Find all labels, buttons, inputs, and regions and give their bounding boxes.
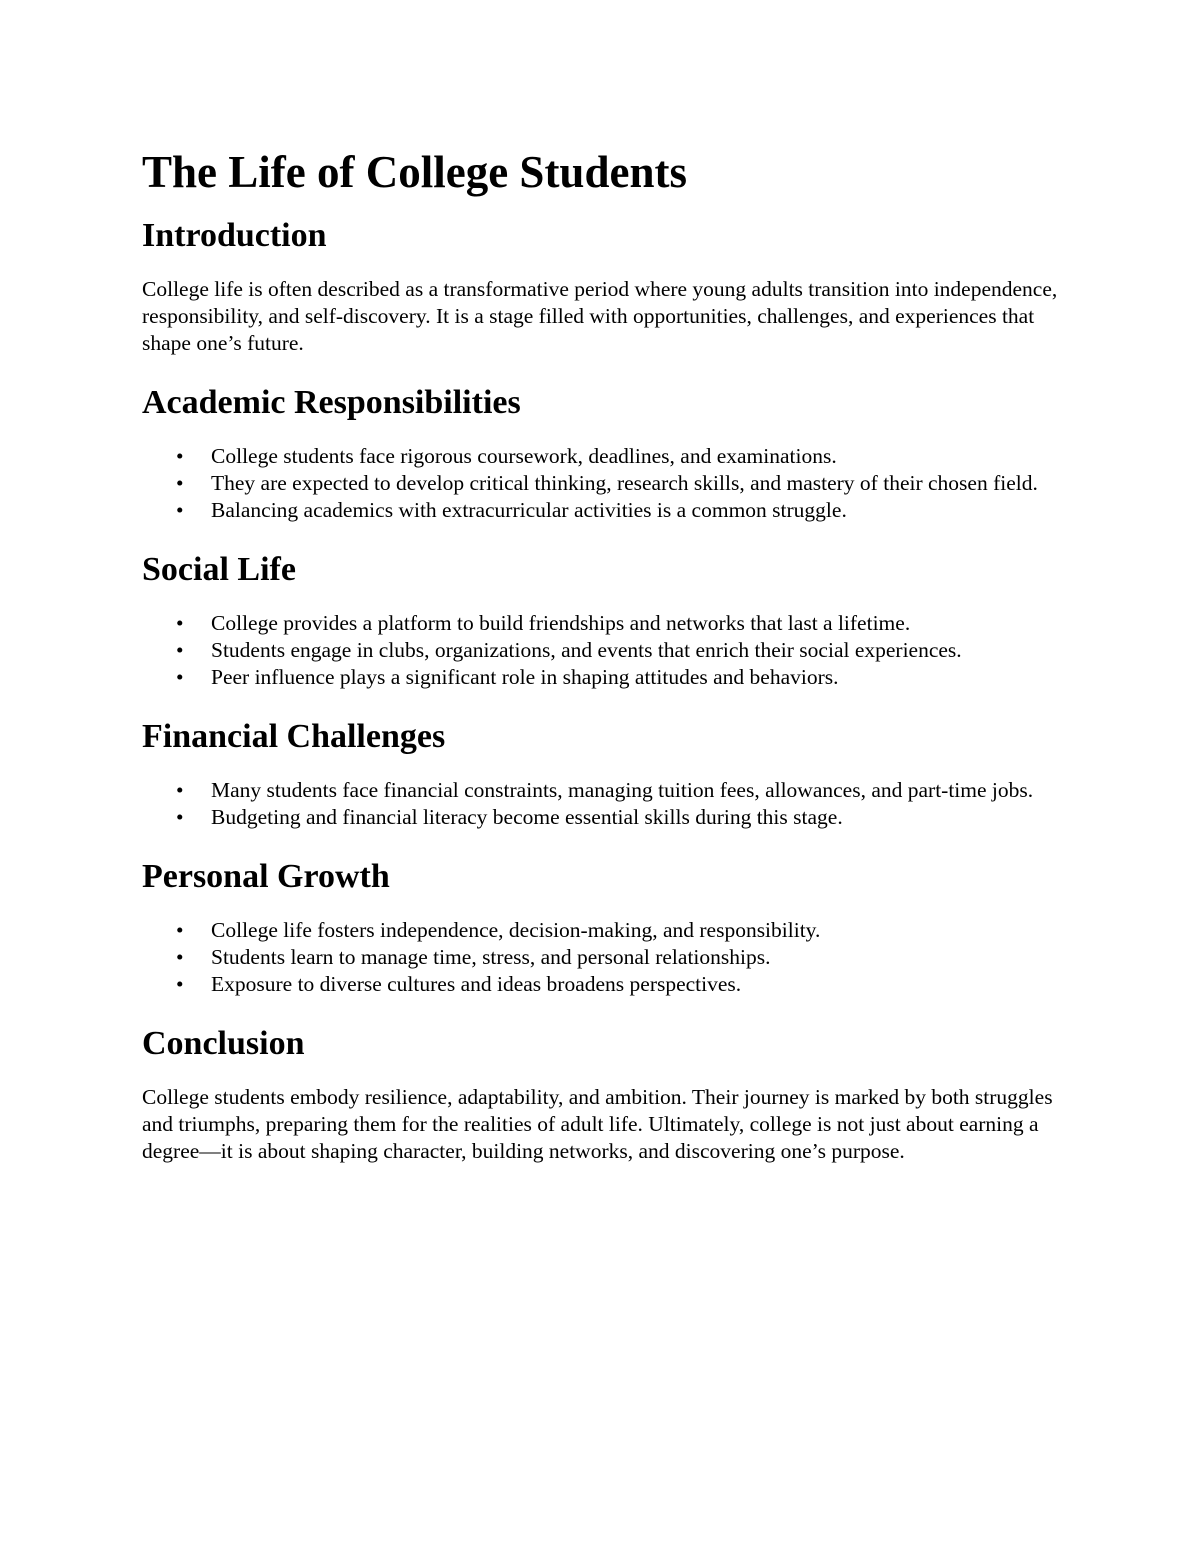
list-item-text: They are expected to develop critical thinking, research skills, and mastery of their chosen field.	[211, 471, 1038, 495]
list-item	[142, 443, 1062, 470]
list-item-text: College life fosters independence, decision-making, and responsibility.	[211, 918, 821, 942]
list-item-text: Exposure to diverse cultures and ideas broadens perspectives.	[211, 972, 742, 996]
list-item-text: Students engage in clubs, organizations, and events that enrich their social experiences.	[211, 638, 962, 662]
heading-personal-growth: Personal Growth	[142, 858, 390, 895]
list-item-text: Students learn to manage time, stress, and personal relationships.	[211, 945, 771, 969]
list-item	[142, 610, 1062, 637]
introduction-paragraph: College life is often described as a transformative period where young adults transition into independence, responsibility, and self-discovery. It is a stage filled with opportunities, challenges, and experiences that shape one’s future.	[142, 277, 1058, 355]
list-item-text: College students face rigorous coursework, deadlines, and examinations.	[211, 444, 837, 468]
list-item-text: Many students face financial constraints, managing tuition fees, allowances, and part-time jobs.	[211, 778, 1034, 802]
heading-social-life: Social Life	[142, 551, 296, 588]
bullet-icon: •	[176, 498, 184, 522]
heading-conclusion: Conclusion	[142, 1025, 305, 1062]
bullet-icon: •	[176, 805, 184, 829]
social-list	[142, 610, 1062, 691]
list-item-text: Budgeting and financial literacy become essential skills during this stage.	[211, 805, 843, 829]
financial-list	[142, 777, 1062, 831]
heading-financial-challenges: Financial Challenges	[142, 718, 446, 755]
list-item	[142, 637, 1062, 664]
bullet-icon: •	[176, 945, 184, 969]
bullet-icon: •	[176, 471, 184, 495]
bullet-icon: •	[176, 778, 184, 802]
heading-academic-responsibilities: Academic Responsibilities	[142, 384, 521, 421]
list-item	[142, 944, 1062, 971]
list-item-text: Peer influence plays a significant role in shaping attitudes and behaviors.	[211, 665, 839, 689]
bullet-icon: •	[176, 972, 184, 996]
bullet-icon: •	[176, 638, 184, 662]
heading-introduction: Introduction	[142, 217, 327, 254]
list-item	[142, 971, 1062, 998]
bullet-icon: •	[176, 444, 184, 468]
growth-list	[142, 917, 1062, 998]
list-item	[142, 497, 1062, 524]
document-title: The Life of College Students	[142, 147, 687, 197]
bullet-icon: •	[176, 918, 184, 942]
bullet-icon: •	[176, 665, 184, 689]
list-item	[142, 804, 1062, 831]
list-item-text: Balancing academics with extracurricular activities is a common struggle.	[211, 498, 847, 522]
list-item	[142, 470, 1062, 497]
list-item	[142, 777, 1062, 804]
conclusion-paragraph: College students embody resilience, adaptability, and ambition. Their journey is marked by both struggles and triumphs, preparing them for the realities of adult life. Ultimately, college is not just about earning a degree—it is about shaping character, building networks, and discovering one’s purpose.	[142, 1085, 1053, 1163]
bullet-icon: •	[176, 611, 184, 635]
list-item	[142, 917, 1062, 944]
list-item	[142, 664, 1062, 691]
list-item-text: College provides a platform to build friendships and networks that last a lifetime.	[211, 611, 911, 635]
academic-list	[142, 443, 1062, 524]
document-page	[142, 146, 1062, 1191]
